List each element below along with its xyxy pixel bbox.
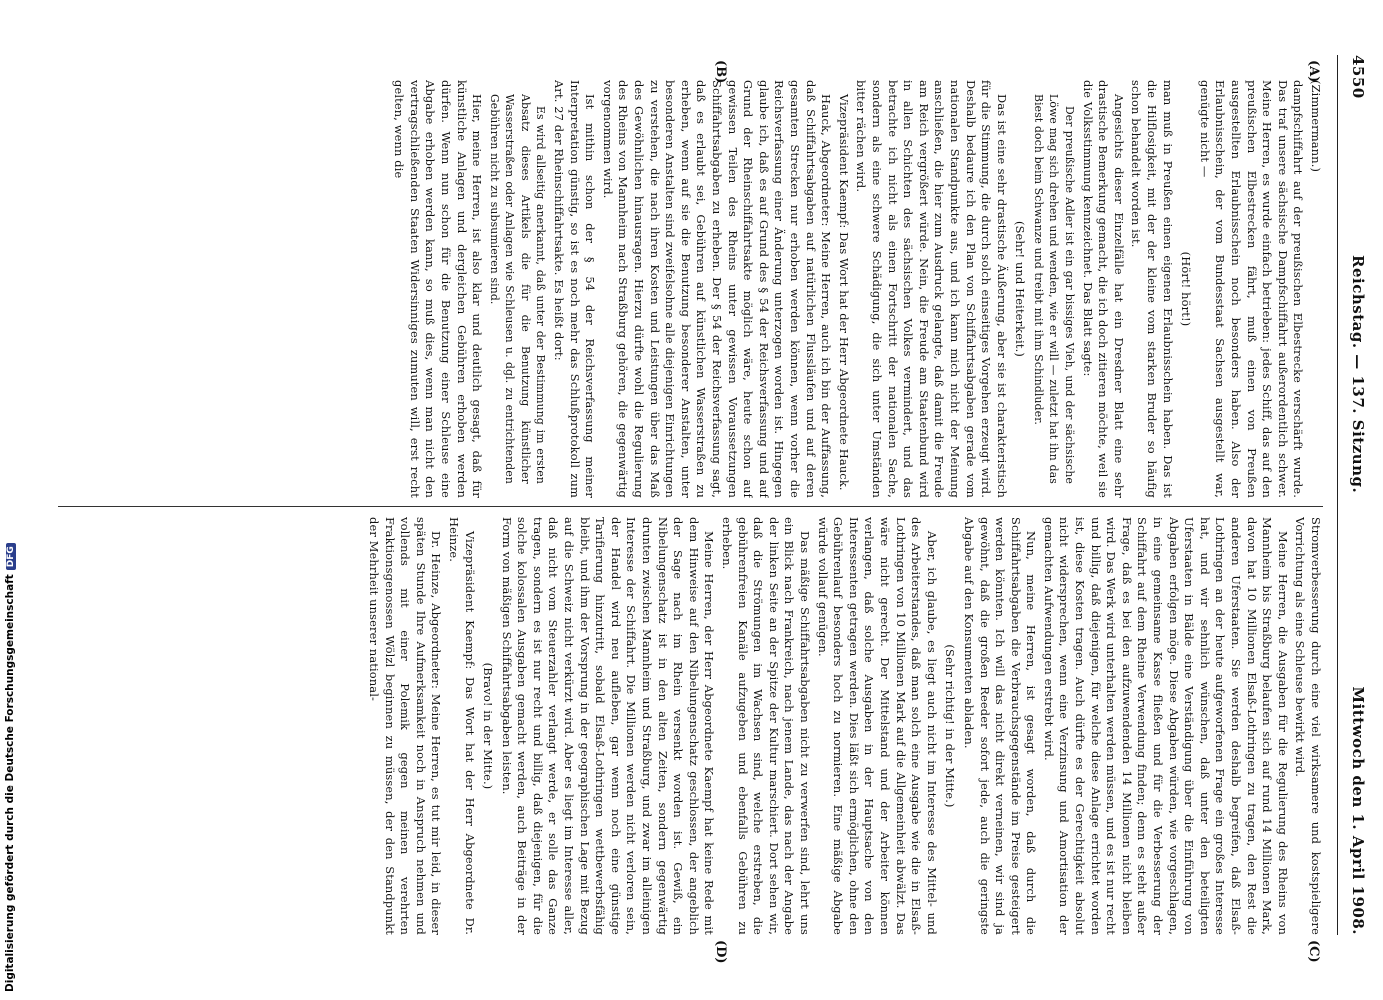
left-column-paragraph: Angesichts dieser Einzelfälle hat ein Dresdner Blatt eine sehr drastische Bemerkung gemacht, die ich doch zitieren möchte, weil sie die Volksstimmung kennzeichnet. Das Blatt sagte:	[1080, 80, 1126, 498]
credit-text: Digitalisierung gefördert durch die Deutsche Forschungsgemeinschaft	[4, 574, 16, 992]
right-column-paragraph: (Bravo! in der Mitte.)	[481, 662, 496, 790]
right-column-paragraph: Nun, meine Herren, ist gesagt worden, daß durch die Schiffahrtsabgaben die Verbrauchsgegenstände im Preise gesteigert werden könnten. Ich will das nicht direkt verneinen, wir sind ja gewöhnt, daß die großen Reeder sofort jede, auch die geringste Abgabe auf den Konsumenten abladen.	[961, 517, 1039, 935]
margin-marker-b: (B)	[713, 60, 728, 84]
dfg-logo: DFG	[6, 543, 16, 570]
left-column	[63, 80, 1323, 498]
left-column-paragraph: Ist mithin schon der § 54 der Reichsverfassung meiner Interpretation günstig, so ist es noch mehr das Schlußprotokoll zum Art. 27 der Rheinschiffahrtsakte. Es heißt dort:	[552, 80, 598, 498]
session-title: Reichstag. — 137. Sitzung.	[1349, 255, 1367, 494]
left-column-paragraph: Es wird allseitig anerkannt, daß unter der Bestimmung im ersten Absatz dieses Artikels die für die Benutzung künstlicher Wasserstraßen oder Anlagen wie Schleusen u. dgl. zu entrichtenden Gebühren nicht zu subsumieren sind.	[487, 94, 548, 484]
margin-marker-c: (C)	[1306, 940, 1321, 963]
right-column-paragraph: Meine Herren, die Ausgaben für die Regulierung des Rheins von Mannheim bis Straßburg belaufen sich auf rund 14 Millionen Mark, davon hat 10 Millionen Elsaß-Lothringen zu tragen, den Rest die anderen Uferstaaten. Sie werden deshalb begreifen, daß Elsaß-Lothringen an der heute aufgeworfenen Frage ein großes Interesse hat, und wir sehnlich wünschen, daß unter den beteiligten Uferstaaten in Bälde eine Verständigung über die Einführung von Abgaben erfolgen möge. Diese Abgaben würden, wie vorgeschlagen, in eine gemeinsame Kasse fließen und für die Verbesserung der Schiffahrt auf dem Rheine Verwendung finden; denn es steht außer Frage, daß es bei den aufzuwendenden 14 Millionen nicht bleiben wird. Das Werk wird unterhalten werden müssen, und es ist nur recht und billig, daß diejenigen, für welche diese Anlage errichtet worden ist, diese Kosten tragen. Auch dürfte es der Gerechtigkeit absolut nicht widersprechen, wenn eine Verzinsung und Amortisation der gemachten Aufwendungen erstrebt wird.	[1041, 517, 1290, 935]
left-column-paragraph: Hauck, Abgeordneter: Meine Herren, auch ich bin der Auffassung, daß Schiffahrtsabgaben auf natürlichen Flussläufen und auf deren gesamten Strecken nur erhoben werden können, wenn vorher die Reichsverfassung einer Änderung unterzogen worden ist. Hingegen glaube ich, daß es auf Grund des § 54 der Reichsverfassung und auf Grund der Rheinschiffahrtsakte möglich wäre, heute schon auf gewissen Teilen des Rheins unter gewissen Voraussetzungen Schiffahrtsabgaben zu erheben. Der § 54 der Reichsverfassung sagt, daß es erlaubt sei, Gebühren auf künstlichen Wasserstraßen zu erheben, wenn auf sie die Benutzung besonderer Anstalten, unter besonderen Anstalten sind zweifelsohne alle diejenigen Einrichtungen zu verstehen, die nach ihren Kosten und Leistungen über das Maß des Gewöhnlichen hinausragen. Hierzu dürfte wohl die Regulierung des Rheins von Mannheim nach Straßburg gehören, die gegenwärtig vorgenommen wird.	[600, 80, 834, 498]
margin-marker-a: (A)	[1306, 60, 1321, 83]
left-column-paragraph: Der preußische Adler ist ein gar bissiges Vieh, und der sächsische Löwe mag sich drehen und wenden, wie er will — zuletzt hat ihn das Biest doch beim Schwanze und treibt mit ihm Schindluder.	[1031, 94, 1077, 484]
page-header	[1341, 55, 1367, 935]
margin-marker-d: (D)	[713, 940, 728, 964]
right-column-paragraph: Dr. Heinze, Abgeordneter: Meine Herren, es tut mir leid, in dieser späten Stunde Ihre Aufmerksamkeit noch in Anspruch nehmen und vollends mit einer Polemik gegen meinen verehrten Fraktionsgenossen Wölzl beginnen zu müssen, der den Standpunkt der Mehrheit unserer national-	[366, 517, 444, 935]
left-column-paragraph: dampfschiffahrt auf der preußischen Elbestrecke verschärft wurde. Das traf unsere sächsische Dampfschiffahrt außerordentlich schwer. Meine Herren, es wurde einfach betrieben: jedes Schiff, das auf den preußischen Elbestrecken fährt, muß einen von Preußen ausgestellten Erlaubnisschein noch besonders haben. Also der Erlaubnisschein, der vom Bundesstaat Sachsen ausgestellt war, genügte nicht —	[1197, 80, 1306, 498]
left-column-paragraph: Das ist eine sehr drastische Äußerung, aber sie ist charakteristisch für die Stimmung, die durch solch einseitiges Vorgehen erzeugt wird. Deshalb bedaure ich den Plan von Schiffahrtsabgaben gerade vom nationalen Standpunkte aus, und ich kann mich nicht der Meinung anschließen, die hier zum Ausdruck gelangte, daß damit die Freude am Reich vergrößert würde. Nein, die Freude am Staatenbund wird in allen Schichten des sächsischen Volkes vermindert, und das betrachte ich nicht als einen Fortschritt der nationalen Sache, sondern als eine schwere Schädigung, die sich unter Umständen bitter rächen wird.	[854, 80, 1009, 498]
left-column-paragraph: Vizepräsident Kaempf: Das Wort hat der Herr Abgeordnete Hauck.	[836, 94, 851, 491]
left-column-paragraph: (Sehr! und Heiterkeit.)	[1013, 220, 1028, 357]
column-divider	[58, 506, 1323, 507]
left-column-paragraph: (Zimmermann.)	[1309, 80, 1323, 173]
right-column-paragraph: Meine Herren, der Herr Abgeordnete Kaempf hat keine Rede mit dem Hinweise auf den Nibelungenschatz geschlossen, der angeblich der Sage nach im Rhein versenkt worden ist. Gewiß, ein Nibelungenschatz ist in den alten Zeiten, sondern gegenwärtig drunten zwischen Mannheim und Straßburg, und zwar im alleinigen Interesse der Schiffahrt. Die Millionen werden nicht verloren sein, der Handel wird neu aufleben, gar wenn noch eine günstige Tarifierung hinzutritt, sobald Elsaß-Lothringen wettbewerbsfähig bleibt, und ihm der Vorsprung in der geographischen Lage mit Bezug auf die Schweiz nicht verkürzt wird. Aber es liegt im Interesse aller, daß nicht vom Steuerzahler verlangt werde, er solle das Ganze tragen, sondern es ist nur recht und billig, daß diejenigen, für die solche kolossalen Ausgaben gemacht werden, auch Beiträge in der Form von mäßigen Schiffahrtsabgaben leisten.	[499, 517, 717, 935]
session-date: Mittwoch den 1. April 1908.	[1349, 686, 1367, 935]
right-column-paragraph: (Sehr richtig! in der Mitte.)	[943, 644, 958, 808]
digitization-credit	[4, 543, 16, 992]
left-column-paragraph: (Hört! hört!)	[1179, 251, 1194, 327]
left-column-paragraph: man muß in Preußen einen eigenen Erlaubnisschein haben. Das ist die Hilflosigkeit, mit der der kleine vom starken Bruder so häufig schon behandelt worden ist.	[1129, 80, 1175, 498]
right-column-paragraph: Das mäßige Schiffahrtsabgaben nicht zu verwerfen sind, lehrt uns ein Blick nach Frankreich, nach jenem Lande, das nach der Angabe der linken Seite an der Spitze der Kultur marschiert. Dort sehen wir, daß die Strömungen im Wachsen sind, welche erstreben, die gebührenfreien Kanäle aufzugeben und ebenfalls Gebühren zu erheben.	[720, 517, 812, 935]
right-column-paragraph: Stromverbesserung durch eine viel wirksamere und kostspieligere Vorrichtung als eine Schleuse bewirkt wird.	[1293, 517, 1323, 935]
right-column-paragraph: Vizepräsident Kaempf: Das Wort hat der Herr Abgeordnete Dr. Heinze.	[446, 517, 477, 935]
right-column	[63, 517, 1323, 935]
page-number: 4550	[1349, 55, 1367, 99]
header-rule	[1337, 55, 1338, 935]
left-column-paragraph: Hier, meine Herren, ist also klar und deutlich gesagt, daß für künstliche Anlagen und dergleichen Gebühren erhoben werden dürfen. Wenn nun schon für die Benutzung einer Schleuse eine Abgabe erhoben werden kann, so muß dies, wenn man nicht den vertragschließenden Staaten Widersinniges zumuten will, erst recht gelten, wenn die	[392, 80, 485, 498]
right-column-paragraph: Aber, ich glaube, es liegt auch nicht im Interesse des Mittel- und des Arbeiterstandes, daß man solch eine Ausgabe wie die in Elsaß-Lothringen von 10 Millionen Mark auf die Allgemeinheit abwälzt. Das wäre nicht gerecht. Der Mittelstand und der Arbeiter können verlangen, daß solche Ausgaben in der Hauptsache von den Interessenten getragen werden. Dies läßt sich ermöglichen, ohne den Gebührenlauf besonders hoch zu normieren. Eine mäßige Abgabe würde vollauf genügen.	[815, 517, 939, 935]
